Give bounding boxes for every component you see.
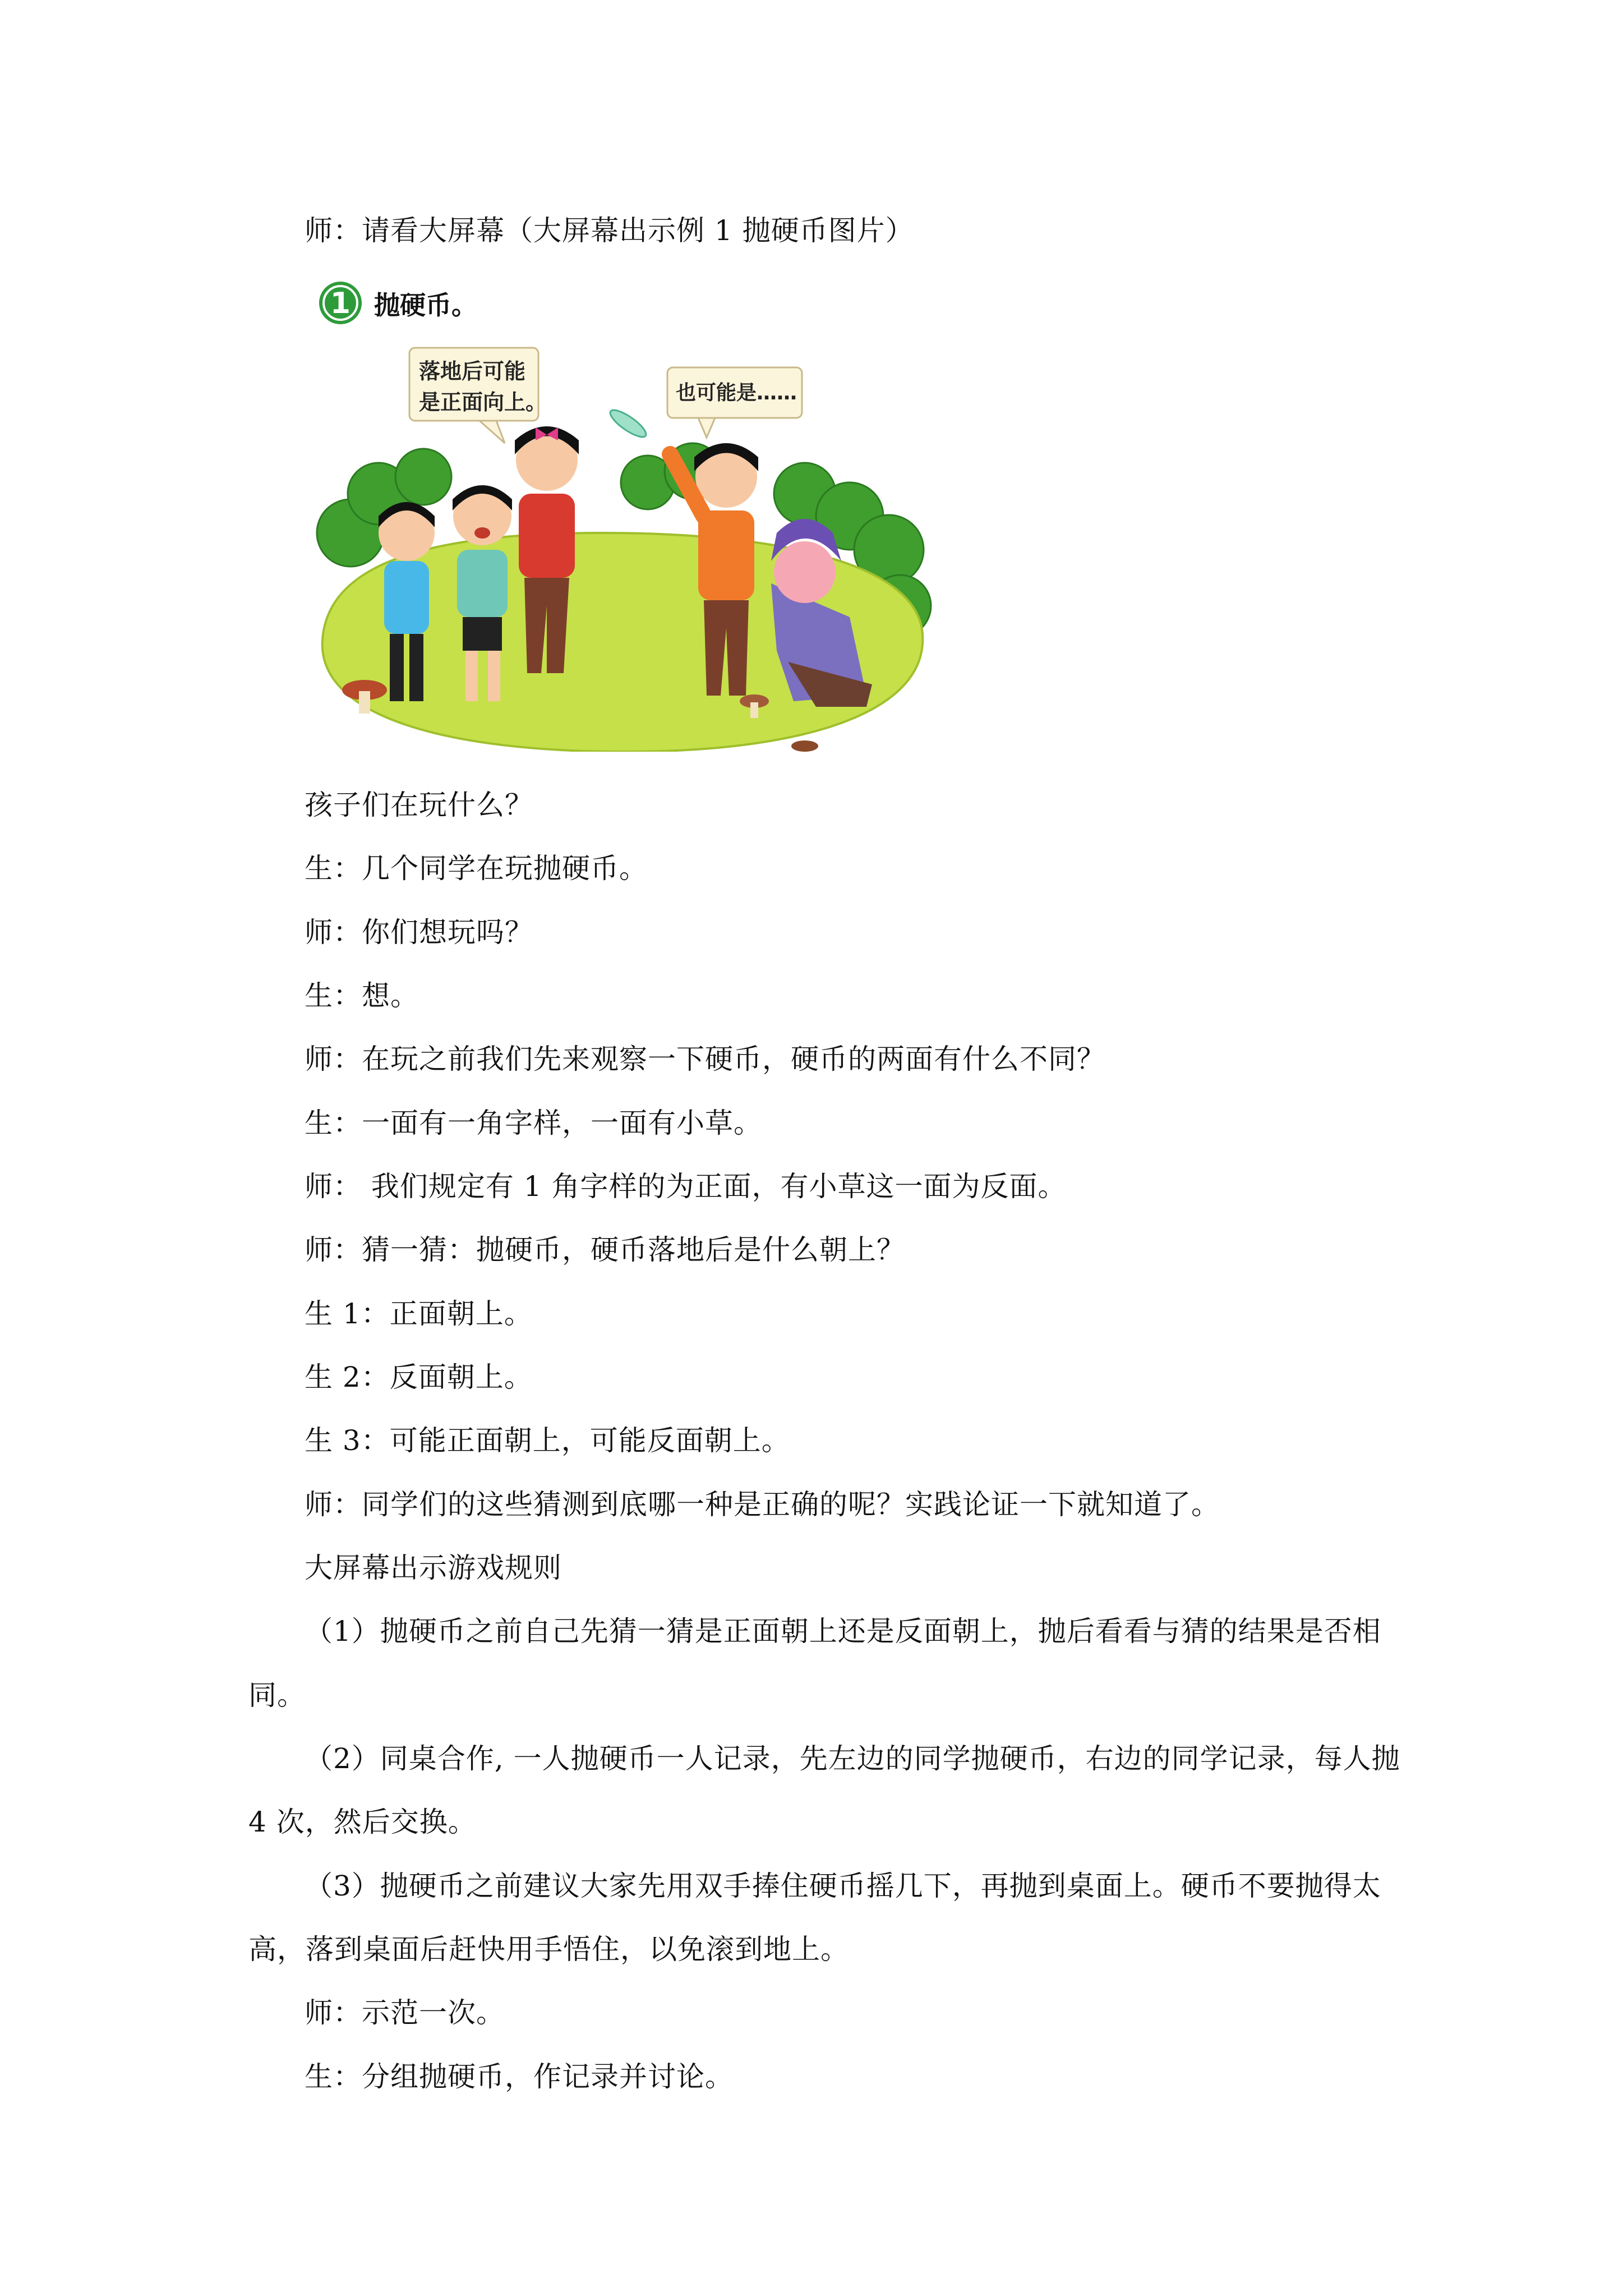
teacher-line-5: 师：猜一猜：抛硬币，硬币落地后是什么朝上？	[305, 1234, 905, 1266]
student-line-3: 生：一面有一角字样，一面有小草。	[305, 1107, 762, 1139]
student-3-line: 生 3：可能正面朝上，可能反面朝上。	[305, 1424, 790, 1457]
student-line-1: 生：几个同学在玩抛硬币。	[305, 852, 648, 885]
rule-2-line-b: 4 次，然后交换。	[248, 1806, 477, 1838]
rule-2-line-a: （2）同桌合作, 一人抛硬币一人记录，先左边的同学抛硬币，右边的同学记录，每人抛	[305, 1742, 1400, 1775]
teacher-line-4: 师： 我们规定有 1 角字样的为正面，有小草这一面为反面。	[305, 1170, 1067, 1203]
teacher-line-3: 师：在玩之前我们先来观察一下硬币，硬币的两面有什么不同？	[305, 1043, 1105, 1075]
student-line-2: 生：想。	[305, 979, 419, 1012]
teacher-line-intro: 师：请看大屏幕（大屏幕出示例 1 抛硬币图片）	[305, 214, 914, 247]
teacher-line-6: 师：同学们的这些猜测到底哪一种是正确的呢？实践论证一下就知道了。	[305, 1488, 1220, 1521]
student-2-line: 生 2：反面朝上。	[305, 1361, 533, 1393]
teacher-line-7: 师：示范一次。	[305, 1996, 505, 2029]
rule-3-line-a: （3）抛硬币之前建议大家先用双手捧住硬币摇几下，再抛到桌面上。硬币不要抛得太	[305, 1870, 1381, 1902]
badge-number: 1	[330, 287, 351, 320]
coin-icon	[607, 406, 649, 441]
bubble-left-line1: 落地后可能	[419, 359, 526, 384]
rule-3-line-b: 高，落到桌面后赶快用手悟住，以免滚到地上。	[248, 1933, 849, 1966]
speech-bubble-right	[667, 367, 802, 438]
bubble-right-text: 也可能是……	[676, 381, 797, 404]
bubble-left-line2: 是正面向上。	[419, 390, 547, 415]
question-line: 孩子们在玩什么？	[305, 789, 533, 821]
mushroom-bottom-icon	[791, 740, 818, 752]
rule-1-line-b: 同。	[248, 1679, 306, 1711]
example-badge-icon	[319, 282, 362, 324]
coin-toss-illustration	[311, 269, 939, 752]
teacher-line-2: 师：你们想玩吗？	[305, 916, 533, 949]
figure-title: 抛硬币。	[374, 290, 477, 320]
rule-1-line-a: （1）抛硬币之前自己先猜一猜是正面朝上还是反面朝上，抛后看看与猜的结果是否相	[305, 1615, 1381, 1648]
student-line-final: 生：分组抛硬币，作记录并讨论。	[305, 2060, 734, 2093]
speech-bubble-left	[409, 348, 547, 443]
student-1-line: 生 1：正面朝上。	[305, 1297, 533, 1330]
rules-heading: 大屏幕出示游戏规则	[305, 1552, 562, 1584]
